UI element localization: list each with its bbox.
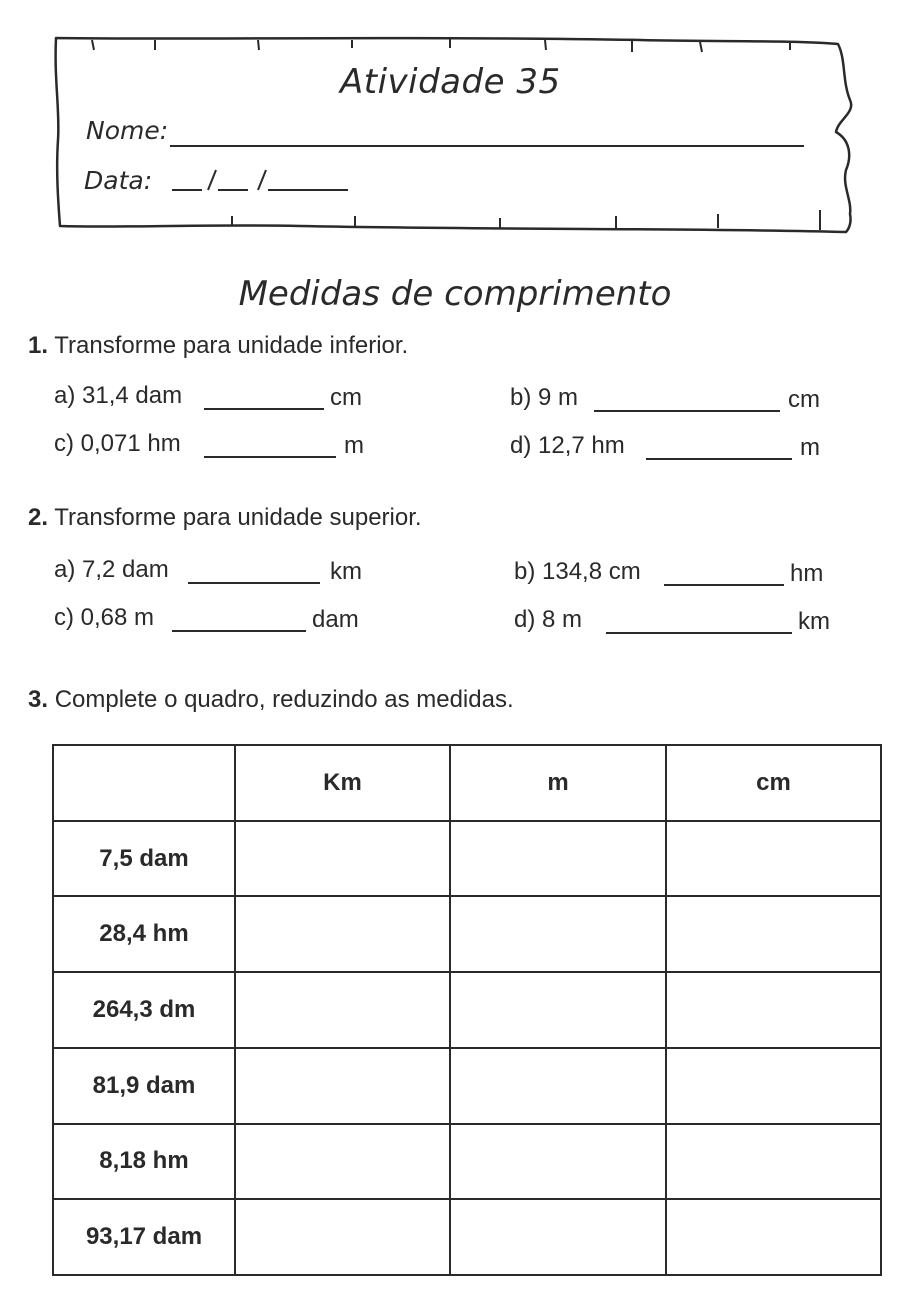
table-header-cell: cm: [666, 745, 881, 821]
table-row: [53, 896, 881, 972]
table-header-cell: [53, 745, 235, 821]
answer-cell[interactable]: [450, 821, 666, 897]
exercise-1c-label: c) 0,071 hm: [54, 430, 181, 457]
answer-cell[interactable]: [666, 1199, 881, 1275]
answer-cell[interactable]: [450, 896, 666, 972]
exercise-1a-answer[interactable]: [204, 408, 324, 410]
answer-cell[interactable]: [666, 972, 881, 1048]
exercise-2a-label: a) 7,2 dam: [54, 556, 169, 583]
exercise-1d-label: d) 12,7 hm: [510, 432, 625, 459]
answer-cell[interactable]: [450, 1048, 666, 1124]
exercise-2c-answer[interactable]: [172, 630, 306, 632]
question-number: 2.: [28, 504, 49, 531]
exercise-1b-unit: cm: [788, 386, 820, 413]
date-field[interactable]: [172, 168, 352, 194]
name-field[interactable]: [170, 145, 804, 147]
answer-cell[interactable]: [666, 821, 881, 897]
row-label: 28,4 hm: [53, 896, 235, 972]
exercise-2d-label: d) 8 m: [514, 606, 583, 633]
row-label: 93,17 dam: [53, 1199, 235, 1275]
question-number: 1.: [28, 332, 49, 359]
answer-cell[interactable]: [666, 1048, 881, 1124]
question-1-heading: [28, 332, 408, 360]
answer-cell[interactable]: [666, 1124, 881, 1200]
conversion-table: [52, 744, 882, 1276]
exercise-2b-label: b) 134,8 cm: [514, 558, 641, 585]
exercise-1b-answer[interactable]: [594, 410, 780, 412]
exercise-2c-label: c) 0,68 m: [54, 604, 155, 631]
row-label: 8,18 hm: [53, 1124, 235, 1200]
table-row: [53, 1199, 881, 1275]
table-header-cell: Km: [235, 745, 450, 821]
answer-cell[interactable]: [235, 972, 450, 1048]
answer-cell[interactable]: [450, 972, 666, 1048]
answer-cell[interactable]: [235, 1048, 450, 1124]
row-label: 264,3 dm: [53, 972, 235, 1048]
date-label: Data:: [84, 166, 153, 195]
table-row: [53, 1124, 881, 1200]
table-row: [53, 821, 881, 897]
row-label: 7,5 dam: [53, 821, 235, 897]
exercise-1d-unit: m: [800, 434, 820, 461]
table-row: [53, 972, 881, 1048]
question-text: Transforme para unidade inferior.: [54, 332, 409, 359]
question-3-heading: [28, 686, 514, 714]
exercise-1c-unit: m: [344, 432, 364, 459]
table-header-row: [53, 745, 881, 821]
answer-cell[interactable]: [450, 1199, 666, 1275]
exercise-2d-unit: km: [798, 608, 830, 635]
name-label: Nome:: [86, 116, 169, 145]
answer-cell[interactable]: [235, 821, 450, 897]
question-text: Transforme para unidade superior.: [54, 504, 422, 531]
exercise-1b-label: b) 9 m: [510, 384, 579, 411]
question-2-heading: [28, 504, 422, 532]
exercise-2b-unit: hm: [790, 560, 824, 587]
answer-cell[interactable]: [235, 1124, 450, 1200]
exercise-2a-answer[interactable]: [188, 582, 320, 584]
exercise-1a-label: a) 31,4 dam: [54, 382, 183, 409]
answer-cell[interactable]: [450, 1124, 666, 1200]
answer-cell[interactable]: [235, 1199, 450, 1275]
exercise-2b-answer[interactable]: [664, 584, 784, 586]
exercise-2c-unit: dam: [312, 606, 359, 633]
exercise-2d-answer[interactable]: [606, 632, 792, 634]
exercise-1d-answer[interactable]: [646, 458, 792, 460]
answer-cell[interactable]: [666, 896, 881, 972]
page-title: Medidas de comprimento: [238, 274, 672, 314]
exercise-1c-answer[interactable]: [204, 456, 336, 458]
activity-title: Atividade 35: [340, 62, 561, 102]
question-number: 3.: [28, 686, 49, 713]
answer-cell[interactable]: [235, 896, 450, 972]
exercise-1a-unit: cm: [330, 384, 362, 411]
table-row: [53, 1048, 881, 1124]
question-text: Complete o quadro, reduzindo as medidas.: [54, 686, 514, 713]
exercise-2a-unit: km: [330, 558, 362, 585]
row-label: 81,9 dam: [53, 1048, 235, 1124]
table-header-cell: m: [450, 745, 666, 821]
